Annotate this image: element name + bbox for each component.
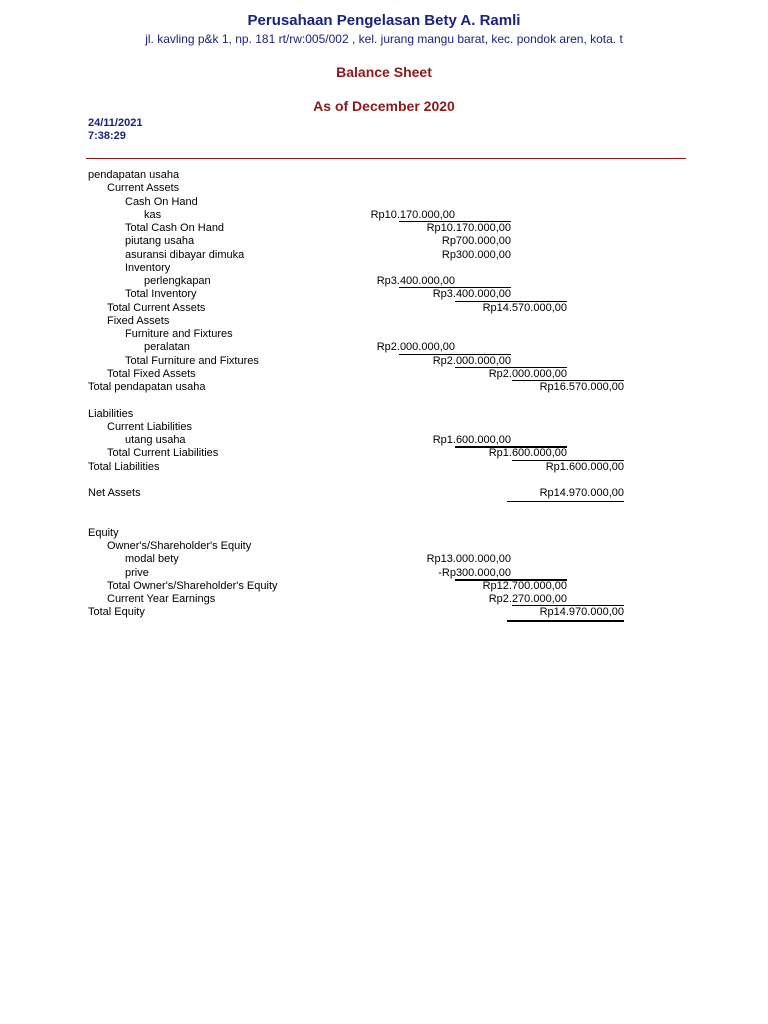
row-label: Owner's/Shareholder's Equity [107,540,252,552]
row-amount: Rp2.000.000,00 [432,355,511,367]
row-label: Net Assets [88,487,141,499]
row-amount: Rp2.270.000,00 [488,593,567,605]
print-time: 7:38:29 [88,130,126,142]
company-address: jl. kavling p&k 1, np. 181 rt/rw:005/002 , kel. jurang mangu barat, kec. pondok aren, kota. t [145,32,623,46]
row-label: perlengkapan [144,275,211,287]
subtotal-line [455,579,567,581]
row-amount: Rp1.600.000,00 [545,461,624,473]
row-label: Inventory [125,262,171,274]
subtotal-line [512,605,624,606]
row-amount: Rp10.170.000,00 [370,209,455,221]
row-amount: -Rp300.000,00 [438,567,511,579]
subtotal-line [399,221,511,222]
row-amount: Rp14.970.000,00 [539,606,624,618]
row-label: asuransi dibayar dimuka [125,249,245,261]
row-amount: Rp13.000.000,00 [426,553,511,565]
subtotal-line [512,460,624,461]
row-label: Total Fixed Assets [107,368,196,380]
row-amount: Rp2.000.000,00 [488,368,567,380]
row-label: Total Furniture and Fixtures [125,355,259,367]
subtotal-line [512,380,624,381]
subtotal-line [455,301,567,302]
row-amount: Rp10.170.000,00 [426,222,511,234]
row-label: Cash On Hand [125,196,198,208]
company-name: Perusahaan Pengelasan Bety A. Ramli [247,12,521,29]
subtotal-line [455,367,567,368]
row-label: Current Liabilities [107,421,192,433]
row-label: pendapatan usaha [88,169,180,181]
row-amount: Rp2.000.000,00 [376,341,455,353]
row-label: modal bety [125,553,179,565]
row-label: Furniture and Fixtures [125,328,233,340]
row-label: piutang usaha [125,235,195,247]
report-title: Balance Sheet [336,64,432,80]
row-label: Total Equity [88,606,145,618]
print-date: 24/11/2021 [88,117,143,129]
row-label: Total Cash On Hand [125,222,225,234]
row-amount: Rp3.400.000,00 [376,275,455,287]
row-amount: Rp3.400.000,00 [432,288,511,300]
row-label: Total Liabilities [88,461,160,473]
row-label: Liabilities [88,408,134,420]
row-label: Total Inventory [125,288,197,300]
row-label: Total pendapatan usaha [88,381,206,393]
total-line [507,501,624,502]
row-label: Total Current Liabilities [107,447,219,459]
subtotal-line [455,446,567,448]
row-amount: Rp1.600.000,00 [432,434,511,446]
total-line [507,620,624,622]
row-label: Current Year Earnings [107,593,216,605]
row-label: kas [144,209,162,221]
subtotal-line [399,287,511,288]
row-amount: Rp300.000,00 [441,249,511,261]
row-amount: Rp14.970.000,00 [539,487,624,499]
row-amount: Rp16.570.000,00 [539,381,624,393]
row-label: Total Current Assets [107,302,206,314]
row-label: Fixed Assets [107,315,170,327]
report-period: As of December 2020 [313,98,455,114]
row-amount: Rp14.570.000,00 [482,302,567,314]
row-label: Total Owner's/Shareholder's Equity [107,580,278,592]
row-label: prive [125,567,149,579]
row-label: peralatan [144,341,190,353]
row-label: Current Assets [107,182,180,194]
row-amount: Rp1.600.000,00 [488,447,567,459]
row-label: Equity [88,527,119,539]
subtotal-line [399,354,511,355]
row-amount: Rp12.700.000,00 [482,580,567,592]
row-label: utang usaha [125,434,186,446]
row-amount: Rp700.000,00 [441,235,511,247]
